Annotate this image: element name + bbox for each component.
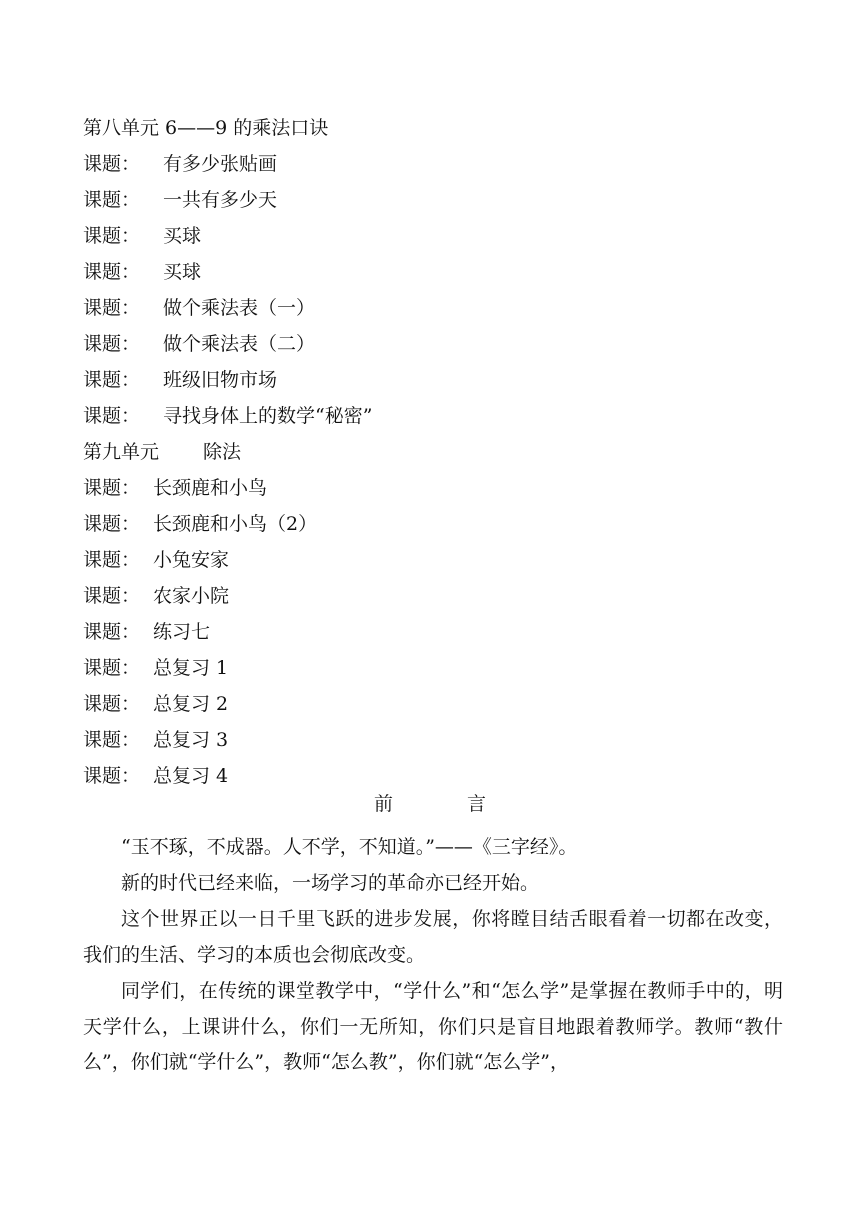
unit9-lesson <box>83 764 228 788</box>
lesson-label: 课题： <box>83 225 141 247</box>
lesson-label: 课题： <box>83 477 141 499</box>
lesson-title: 长颈鹿和小鸟（2） <box>153 513 318 535</box>
lesson-label: 课题： <box>83 369 141 391</box>
unit8-lesson <box>83 296 315 320</box>
lesson-title: 总复习 3 <box>153 729 229 751</box>
lesson-label: 课题： <box>83 549 141 571</box>
unit9-title <box>83 440 241 464</box>
lesson-label: 课题： <box>83 585 141 607</box>
lesson-title: 农家小院 <box>153 585 230 607</box>
unit9-lesson <box>83 584 229 608</box>
unit9-lesson <box>83 620 210 644</box>
lesson-label: 课题： <box>83 693 141 715</box>
preface-paragraph: “玉不琢，不成器。人不学，不知道。”——《三字经》。 <box>121 836 578 858</box>
lesson-title: 买球 <box>163 225 202 247</box>
lesson-title: 做个乘法表（二） <box>163 333 316 355</box>
lesson-title: 有多少张贴画 <box>163 153 278 175</box>
lesson-title: 总复习 4 <box>153 765 229 787</box>
unit8-lesson <box>83 368 277 392</box>
unit8-lesson <box>83 260 201 284</box>
lesson-title: 小兔安家 <box>153 549 230 571</box>
lesson-title: 班级旧物市场 <box>163 369 278 391</box>
lesson-label: 课题： <box>83 405 141 427</box>
lesson-label: 课题： <box>83 333 141 355</box>
lesson-label: 课题： <box>83 765 141 787</box>
lesson-label: 课题： <box>83 189 141 211</box>
lesson-label: 课题： <box>83 297 141 319</box>
lesson-title: 寻找身体上的数学“秘密” <box>163 405 373 427</box>
unit8-title: 第八单元 6——9 的乘法口诀 <box>83 117 329 139</box>
lesson-title: 买球 <box>163 261 202 283</box>
lesson-label: 课题： <box>83 153 141 175</box>
preface-paragraph: 同学们，在传统的课堂教学中，“学什么”和“怎么学”是掌握在教师手中的，明天学什么，上课讲什么，你们一无所知，你们只是盲目地跟着教师学。教师“教什么”，你们就“学什么”，教师“怎么教”，你们就“怎么学”， <box>83 980 783 1073</box>
lesson-title: 做个乘法表（一） <box>163 297 316 319</box>
unit9-title-topic: 除法 <box>203 441 242 463</box>
unit8-lesson <box>83 224 201 248</box>
preface-heading-second: 言 <box>467 793 487 815</box>
unit8-lesson <box>83 152 277 176</box>
lesson-title: 练习七 <box>153 621 211 643</box>
preface-paragraph: 这个世界正以一日千里飞跃的进步发展，你将瞠目结舌眼看着一切都在改变，我们的生活、学习的本质也会彻底改变。 <box>83 908 783 966</box>
lesson-label: 课题： <box>83 657 141 679</box>
lesson-title: 长颈鹿和小鸟 <box>153 477 268 499</box>
unit9-lesson <box>83 728 228 752</box>
preface-paragraph: 新的时代已经来临，一场学习的革命亦已经开始。 <box>121 872 540 894</box>
unit9-lesson <box>83 548 229 572</box>
lesson-label: 课题： <box>83 513 141 535</box>
lesson-title: 总复习 2 <box>153 693 229 715</box>
unit8-lesson <box>83 332 315 356</box>
unit8-lesson <box>83 404 372 428</box>
lesson-title: 一共有多少天 <box>163 189 278 211</box>
lesson-label: 课题： <box>83 261 141 283</box>
lesson-label: 课题： <box>83 621 141 643</box>
lesson-title: 总复习 1 <box>153 657 229 679</box>
unit8-lesson <box>83 188 277 212</box>
unit9-lesson <box>83 692 228 716</box>
unit9-lesson <box>83 656 228 680</box>
lesson-label: 课题： <box>83 729 141 751</box>
unit9-title-number: 第九单元 <box>83 441 160 463</box>
preface-heading-first: 前 <box>374 793 394 815</box>
unit9-lesson <box>83 476 267 500</box>
unit9-lesson <box>83 512 317 536</box>
